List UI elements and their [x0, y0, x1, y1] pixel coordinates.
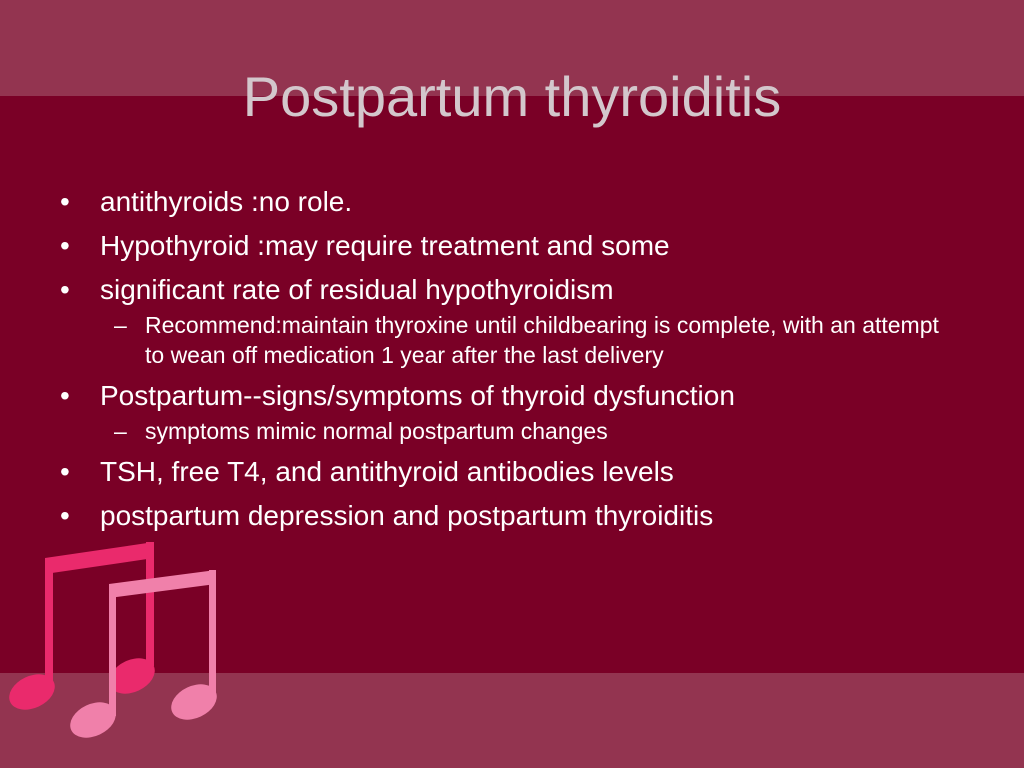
dash-icon: –	[114, 418, 127, 444]
sub-bullet-text: symptoms mimic normal postpartum changes	[145, 418, 608, 444]
bullet-icon: •	[60, 186, 70, 217]
sub-bullet-text: Recommend:maintain thyroxine until childbearing is complete, with an attempt to wean off medication 1 year after the last delivery	[145, 312, 939, 368]
light-notes	[64, 570, 222, 745]
bullet-text: antithyroids :no role.	[100, 186, 353, 217]
dash-icon: –	[114, 312, 127, 338]
bullet-icon: •	[60, 456, 70, 487]
sub-bullet-item	[58, 310, 958, 370]
sub-bullet-item	[58, 416, 958, 446]
bullet-item	[58, 228, 958, 264]
bullet-item	[58, 184, 958, 220]
bullet-text: significant rate of residual hypothyroidism	[100, 274, 614, 305]
bullet-icon: •	[60, 500, 70, 531]
slide-body	[58, 184, 958, 542]
bullet-item	[58, 272, 958, 308]
dark-notes	[3, 542, 160, 717]
bullet-text: postpartum depression and postpartum thyroiditis	[100, 500, 714, 531]
bullet-icon: •	[60, 380, 70, 411]
bullet-text: Postpartum--signs/symptoms of thyroid dysfunction	[100, 380, 735, 411]
bullet-item	[58, 498, 958, 534]
bullet-icon: •	[60, 230, 70, 261]
slide-title: Postpartum thyroiditis	[242, 65, 782, 128]
bullet-text: Hypothyroid :may require treatment and some	[100, 230, 670, 261]
bullet-text: TSH, free T4, and antithyroid antibodies levels	[100, 456, 674, 487]
bullet-item	[58, 378, 958, 414]
bullet-item	[58, 454, 958, 490]
bullet-icon: •	[60, 274, 70, 305]
music-notes-icon	[0, 540, 240, 768]
